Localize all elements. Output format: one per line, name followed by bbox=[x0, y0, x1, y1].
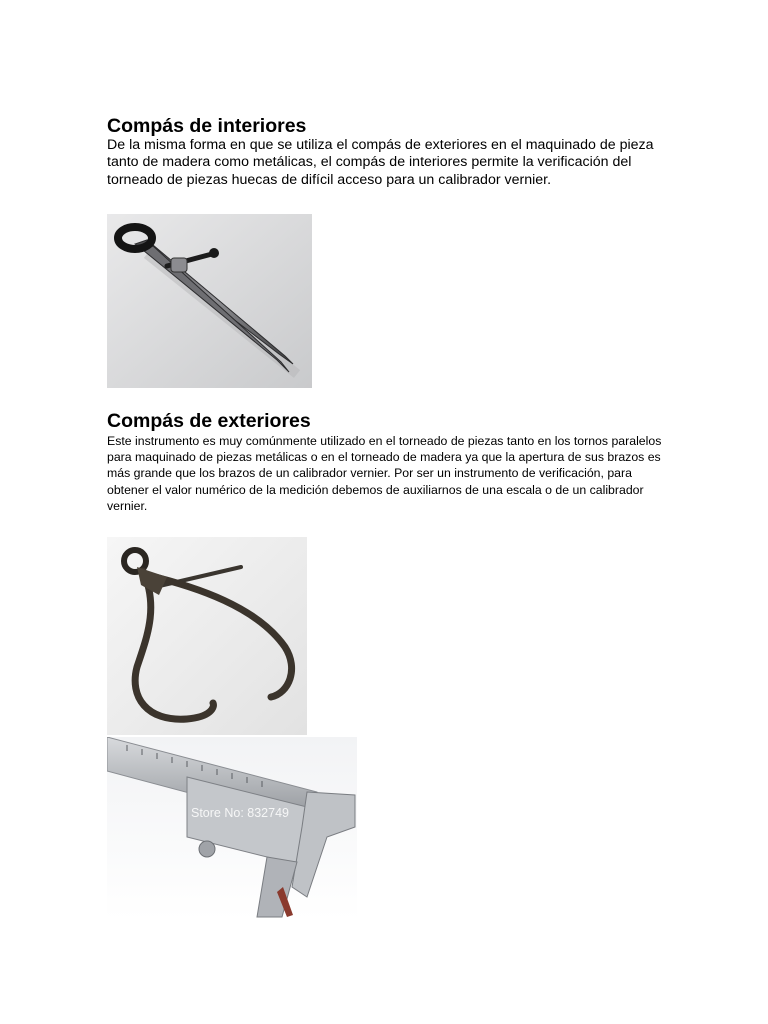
section-title-outside-caliper: Compás de exteriores bbox=[107, 410, 311, 432]
inside-caliper-photo bbox=[107, 214, 312, 388]
watermark-text: Store No: 832749 bbox=[191, 806, 289, 820]
vernier-caliper-photo bbox=[107, 737, 357, 920]
section-paragraph-inside-caliper: De la misma forma en que se utiliza el compás de exteriores en el maquinado de pieza tanto de madera como metálicas, el compás de interiores permite la verificación del torneado de piezas huecas de difícil acceso para un calibrador vernier. bbox=[107, 137, 654, 188]
section-paragraph-outside-caliper: Este instrumento es muy comúnmente utilizado en el torneado de piezas tanto en los tornos paralelos para maquinado de piezas metálicas o en el torneado de madera ya que la apertura de sus brazos es más grande que los brazos de un calibrador vernier. Por ser un instrumento de verificación, para obtener el valor numérico de la medición debemos de auxiliarnos de una escala o de un calibrador vernier. bbox=[107, 434, 662, 513]
section-title-inside-caliper: Compás de interiores bbox=[107, 115, 307, 137]
outside-caliper-photo bbox=[107, 537, 307, 735]
